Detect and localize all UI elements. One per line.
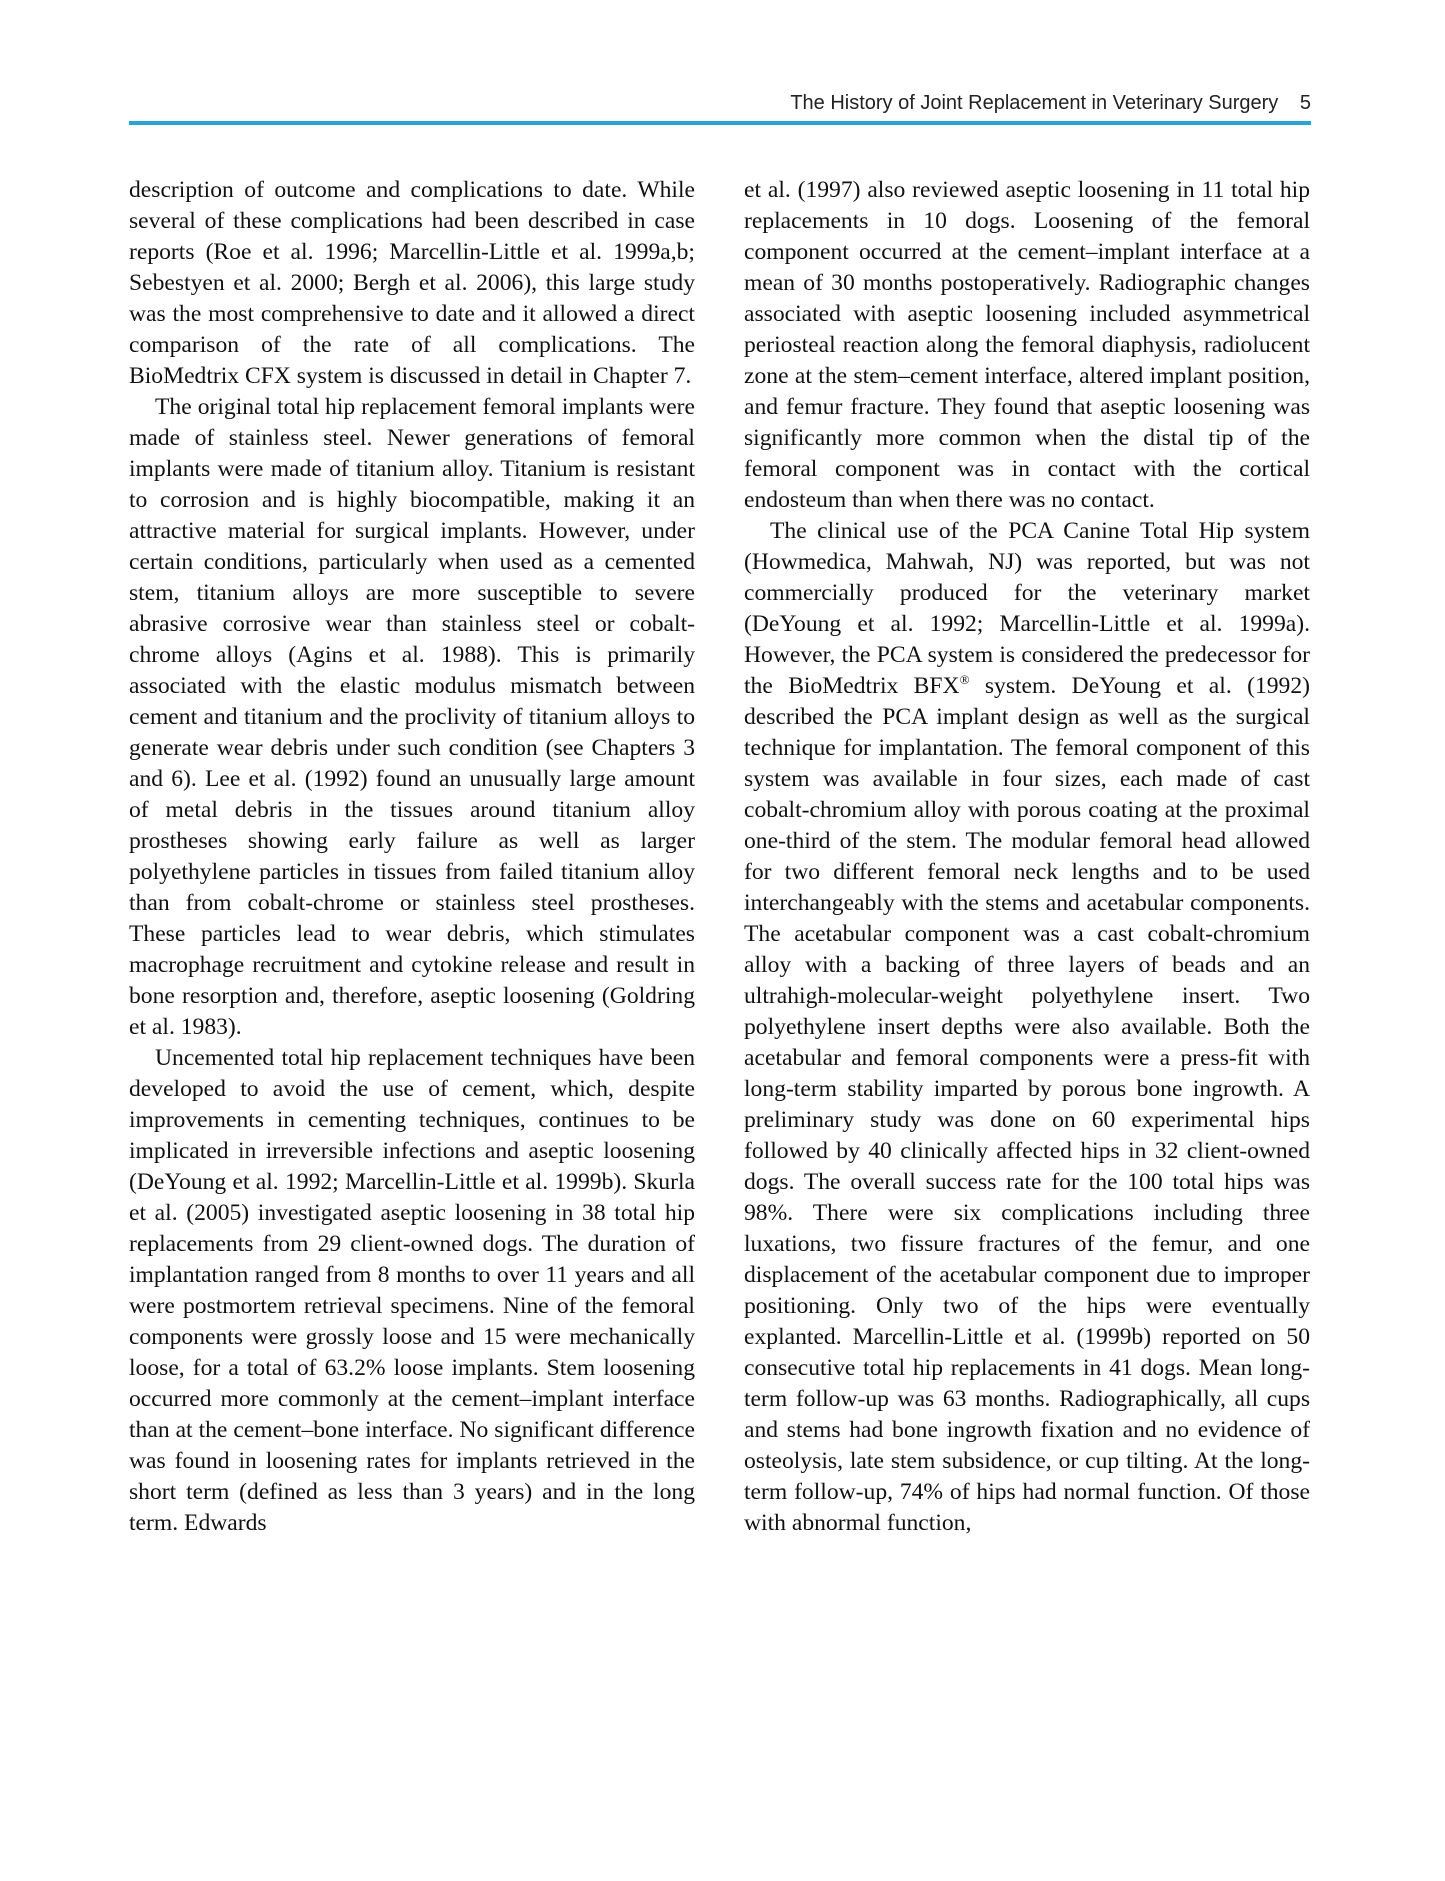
left-column <box>129 175 695 1735</box>
header-rule <box>129 121 1311 125</box>
paragraph: description of outcome and complications to date. While several of these complications had been described in case reports (Roe et al. 1996; Marcellin-Little et al. 1999a,b; Sebestyen et al. 2000; Bergh et al. 2006), this large study was the most comprehensive to date and it allowed a direct comparison of the rate of all complications. The BioMedtrix CFX system is discussed in detail in Chapter 7. <box>129 177 695 389</box>
running-head <box>790 92 1311 115</box>
paragraph: et al. (1997) also reviewed aseptic loosening in 11 total hip replacements in 10 dogs. Loosening of the femoral component occurred at the cement–implant interface at a mean of 30 months postoperatively. Radiographic changes associated with aseptic loosening included asymmetrical periosteal reaction along the femoral diaphysis, radiolucent zone at the stem–cement interface, altered implant position, and femur fracture. They found that aseptic loosening was significantly more common when the distal tip of the femoral component was in contact with the cortical endosteum than when there was no contact. <box>744 177 1310 513</box>
page-number: 5 <box>1299 92 1311 114</box>
registered-mark: ® <box>959 672 970 688</box>
paragraph-text: The clinical use of the PCA Canine Total Hip system (Howmedica, Mahwah, NJ) was reported, but was not commercially produced for the veterinary market (DeYoung et al. 1992; Marcellin-Little et al. 1999a). However, the PCA system is considered the predecessor for the BioMedtrix BFX <box>744 518 1310 699</box>
paragraph: Uncemented total hip replacement techniques have been developed to avoid the use of cement, which, despite improvements in cementing techniques, continues to be implicated in irreversible infections and aseptic loosening (DeYoung et al. 1992; Marcellin-Little et al. 1999b). Skurla et al. (2005) investigated aseptic loosening in 38 total hip replacements from 29 client-owned dogs. The duration of implantation ranged from 8 months to over 11 years and all were postmortem retrieval specimens. Nine of the femoral components were grossly loose and 15 were mechanically loose, for a total of 63.2% loose implants. Stem loosening occurred more commonly at the cement–implant interface than at the cement–bone interface. No significant difference was found in loosening rates for implants retrieved in the short term (defined as less than 3 years) and in the long term. Edwards <box>129 1045 695 1536</box>
right-column <box>744 175 1310 1735</box>
paragraph-text: system. DeYoung et al. (1992) described the PCA implant design as well as the surgical technique for implantation. The femoral component of this system was available in four sizes, each made of cast cobalt-chromium alloy with porous coating at the proximal one-third of the stem. The modular femoral head allowed for two different femoral neck lengths and to be used interchangeably with the stems and acetabular components. The acetabular component was a cast cobalt-chromium alloy with a backing of three layers of beads and an ultrahigh-molecular-weight polyethylene insert. Two polyethylene insert depths were also available. Both the acetabular and femoral components were a press-fit with long-term stability imparted by porous bone ingrowth. A preliminary study was done on 60 experimental hips followed by 40 clinically affected hips in 32 client-owned dogs. The overall success rate for the 100 total hips was 98%. There were six complications including three luxations, two fissure fractures of the femur, and one displacement of the acetabular component due to improper positioning. Only two of the hips were eventually explanted. Marcellin-Little et al. (1999b) reported on 50 consecutive total hip replacements in 41 dogs. Mean long-term follow-up was 63 months. Radiographically, all cups and stems had bone ingrowth fixation and no evidence of osteolysis, late stem subsidence, or cup tilting. At the long-term follow-up, 74% of hips had normal function. Of those with abnormal function, <box>744 673 1310 1536</box>
paragraph: The original total hip replacement femoral implants were made of stainless steel. Newer generations of femoral implants were made of titanium alloy. Titanium is resistant to corrosion and is highly biocompatible, making it an attractive material for surgical implants. However, under certain conditions, particularly when used as a cemented stem, titanium alloys are more susceptible to severe abrasive corrosive wear than stainless steel or cobalt-chrome alloys (Agins et al. 1988). This is primarily associated with the elastic modulus mismatch between cement and titanium and the proclivity of titanium alloys to generate wear debris under such condition (see Chapters 3 and 6). Lee et al. (1992) found an unusually large amount of metal debris in the tissues around titanium alloy prostheses showing early failure as well as larger polyethylene particles in tissues from failed titanium alloy than from cobalt-chrome or stainless steel prostheses. These particles lead to wear debris, which stimulates macrophage recruitment and cytokine release and result in bone resorption and, therefore, aseptic loosening (Goldring et al. 1983). <box>129 394 695 1040</box>
running-title: The History of Joint Replacement in Veterinary Surgery <box>790 92 1279 114</box>
paragraph <box>744 516 1310 1539</box>
page-header <box>129 88 1311 122</box>
